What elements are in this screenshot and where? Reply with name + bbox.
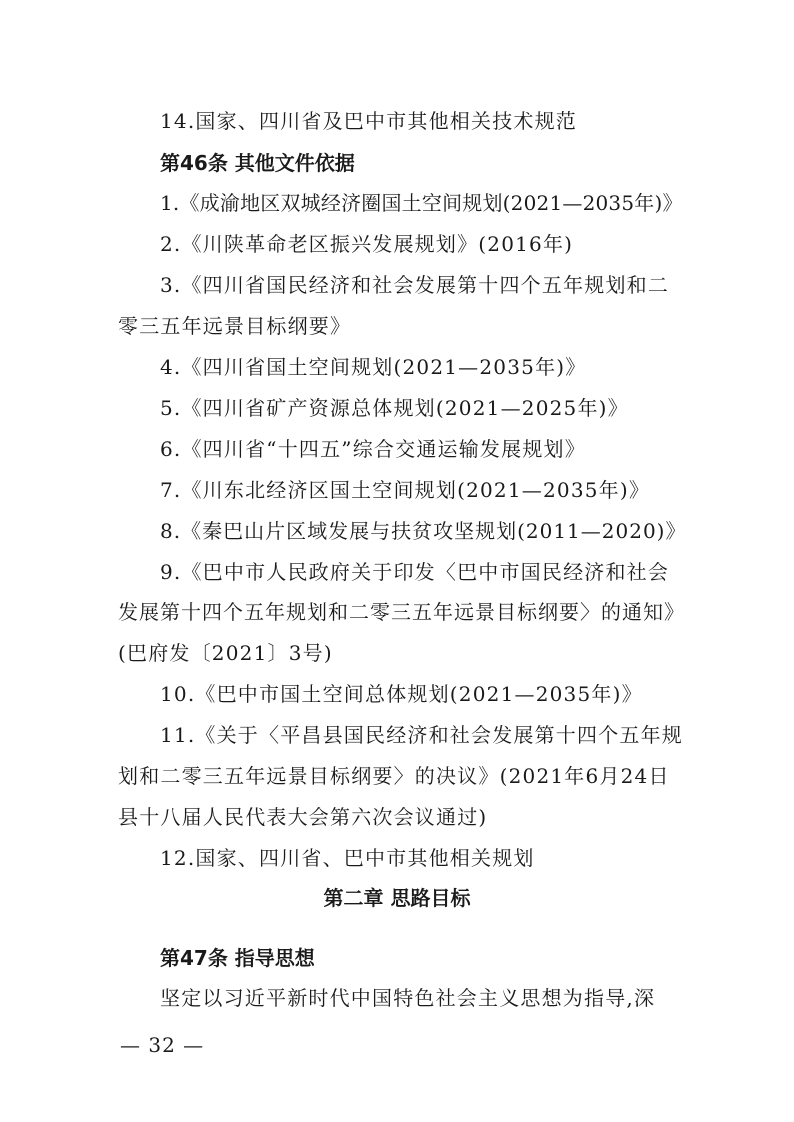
doc-ref-9-line-1: 9.《巴中市人民政府关于印发〈巴中市国民经济和社会 bbox=[160, 560, 670, 584]
doc-ref-5: 5.《四川省矿产资源总体规划(2021—2025年)》 bbox=[160, 396, 629, 420]
page-number: — 32 — bbox=[120, 1033, 205, 1057]
doc-ref-6: 6.《四川省“十四五”综合交通运输发展规划》 bbox=[160, 437, 586, 461]
doc-ref-1: 1.《成渝地区双城经济圈国土空间规划(2021—2035年)》 bbox=[160, 191, 683, 215]
doc-ref-3-line-2: 零三五年远景目标纲要》 bbox=[118, 314, 352, 338]
article-46-heading: 第46条 其他文件依据 bbox=[160, 151, 355, 175]
doc-ref-11-line-1: 11.《关于〈平昌县国民经济和社会发展第十四个五年规 bbox=[160, 723, 684, 747]
doc-ref-11-line-3: 县十八届人民代表大会第六次会议通过) bbox=[118, 805, 488, 829]
doc-ref-7: 7.《川东北经济区国土空间规划(2021—2035年)》 bbox=[160, 478, 651, 502]
item-14-technical-specs: 14.国家、四川省及巴中市其他相关技术规范 bbox=[160, 109, 578, 133]
article-47-heading: 第47条 指导思想 bbox=[160, 946, 315, 970]
doc-ref-4: 4.《四川省国土空间规划(2021—2035年)》 bbox=[160, 355, 587, 379]
guiding-thought-paragraph: 坚定以习近平新时代中国特色社会主义思想为指导,深 bbox=[160, 986, 656, 1010]
doc-ref-9-line-2: 发展第十四个五年规划和二零三五年远景目标纲要〉的通知》 bbox=[118, 600, 685, 624]
doc-ref-10: 10.《巴中市国土空间总体规划(2021—2035年)》 bbox=[160, 682, 643, 706]
doc-ref-3-line-1: 3.《四川省国民经济和社会发展第十四个五年规划和二 bbox=[160, 273, 670, 297]
doc-ref-2: 2.《川陕革命老区振兴发展规划》(2016年) bbox=[160, 232, 574, 256]
doc-ref-11-line-2: 划和二零三五年远景目标纲要〉的决议》(2021年6月24日 bbox=[118, 764, 670, 788]
doc-ref-8: 8.《秦巴山片区域发展与扶贫攻坚规划(2011—2020)》 bbox=[160, 519, 687, 543]
chapter-2-heading: 第二章 思路目标 bbox=[323, 886, 471, 910]
doc-ref-12: 12.国家、四川省、巴中市其他相关规划 bbox=[160, 846, 535, 870]
doc-ref-9-line-3: (巴府发〔2021〕3号) bbox=[118, 641, 333, 665]
